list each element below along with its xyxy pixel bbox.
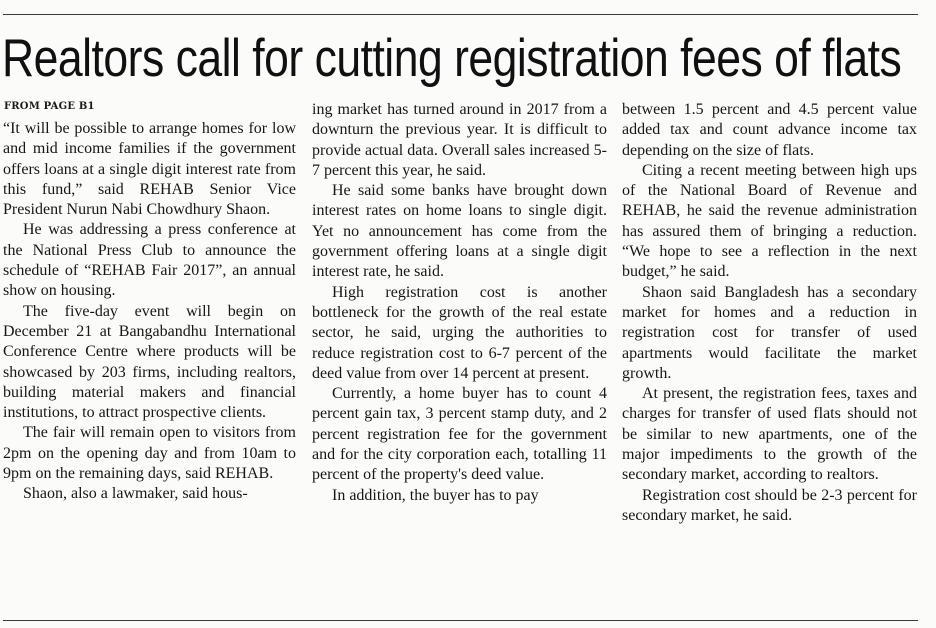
paragraph: The five-day event will begin on December 21 at Bangabandhu International Conference Centre where products will be showcased by 203 firms, including realtors, building material makers and financial institutions, to attract prospective clients. [3,302,296,422]
paragraph: between 1.5 percent and 4.5 percent value added tax and count advance income tax depending on the size of flats. [622,101,917,159]
paragraph: He was addressing a press conference at the National Press Club to announce the schedule of “REHAB Fair 2017”, an annual show on housing. [3,221,296,300]
paragraph: ing market has turned around in 2017 from a downturn the previous year. It is difficult to provide actual data. Overall sales increased 5-7 percent this year, he said. [312,101,607,179]
paragraph: Citing a recent meeting between high ups of the National Board of Revenue and REHAB, he said the revenue administration has assured them of bringing a reduction. “We hope to see a reflection in the next budget,” he said. [622,161,917,281]
paragraph: In addition, the buyer has to pay [332,486,539,504]
paragraph: Registration cost should be 2-3 percent for secondary market, he said. [622,486,917,524]
paragraph: “It will be possible to arrange homes for low and mid income families if the government offers loans at a single digit interest rate from this fund,” said REHAB Senior Vice President Nurun Nabi Chowdhury Shaon. [3,120,296,219]
article-column-1 [3,119,296,505]
paragraph: He said some banks have brought down interest rates on home loans to single digit. Yet no announcement has come from the government offering loans at a single digit interest rate, he said. [312,182,607,281]
paragraph: Shaon said Bangladesh has a secondary market for homes and a reduction in registration cost for transfer of used apartments would facilitate the market growth. [622,283,917,382]
bottom-rule [3,620,918,621]
paragraph: The fair will remain open to visitors from 2pm on the opening day and from 10am to 9pm on the remaining days, said REHAB. [3,424,296,483]
continuation-kicker: FROM PAGE B1 [4,101,95,112]
article-column-3 [622,100,917,526]
headline: Realtors call for cutting registration fees of flats [2,29,902,88]
paragraph: At present, the registration fees, taxes and charges for transfer of used flats should not be similar to new apartments, one of the major impediments to the growth of the secondary market, according to realtors. [622,385,917,484]
paragraph: Currently, a home buyer has to count 4 percent gain tax, 3 percent stamp duty, and 2 percent registration fee for the government and for the city corporation each, totalling 11 percent of the property's deed value. [312,385,607,484]
article-column-2 [312,100,607,506]
top-rule [3,14,918,15]
paragraph: High registration cost is another bottleneck for the growth of the real estate sector, he said, urging the authorities to reduce registration cost to 6-7 percent of the deed value from over 14 percent at present. [312,283,607,382]
paragraph: Shaon, also a lawmaker, said hous- [23,485,248,503]
